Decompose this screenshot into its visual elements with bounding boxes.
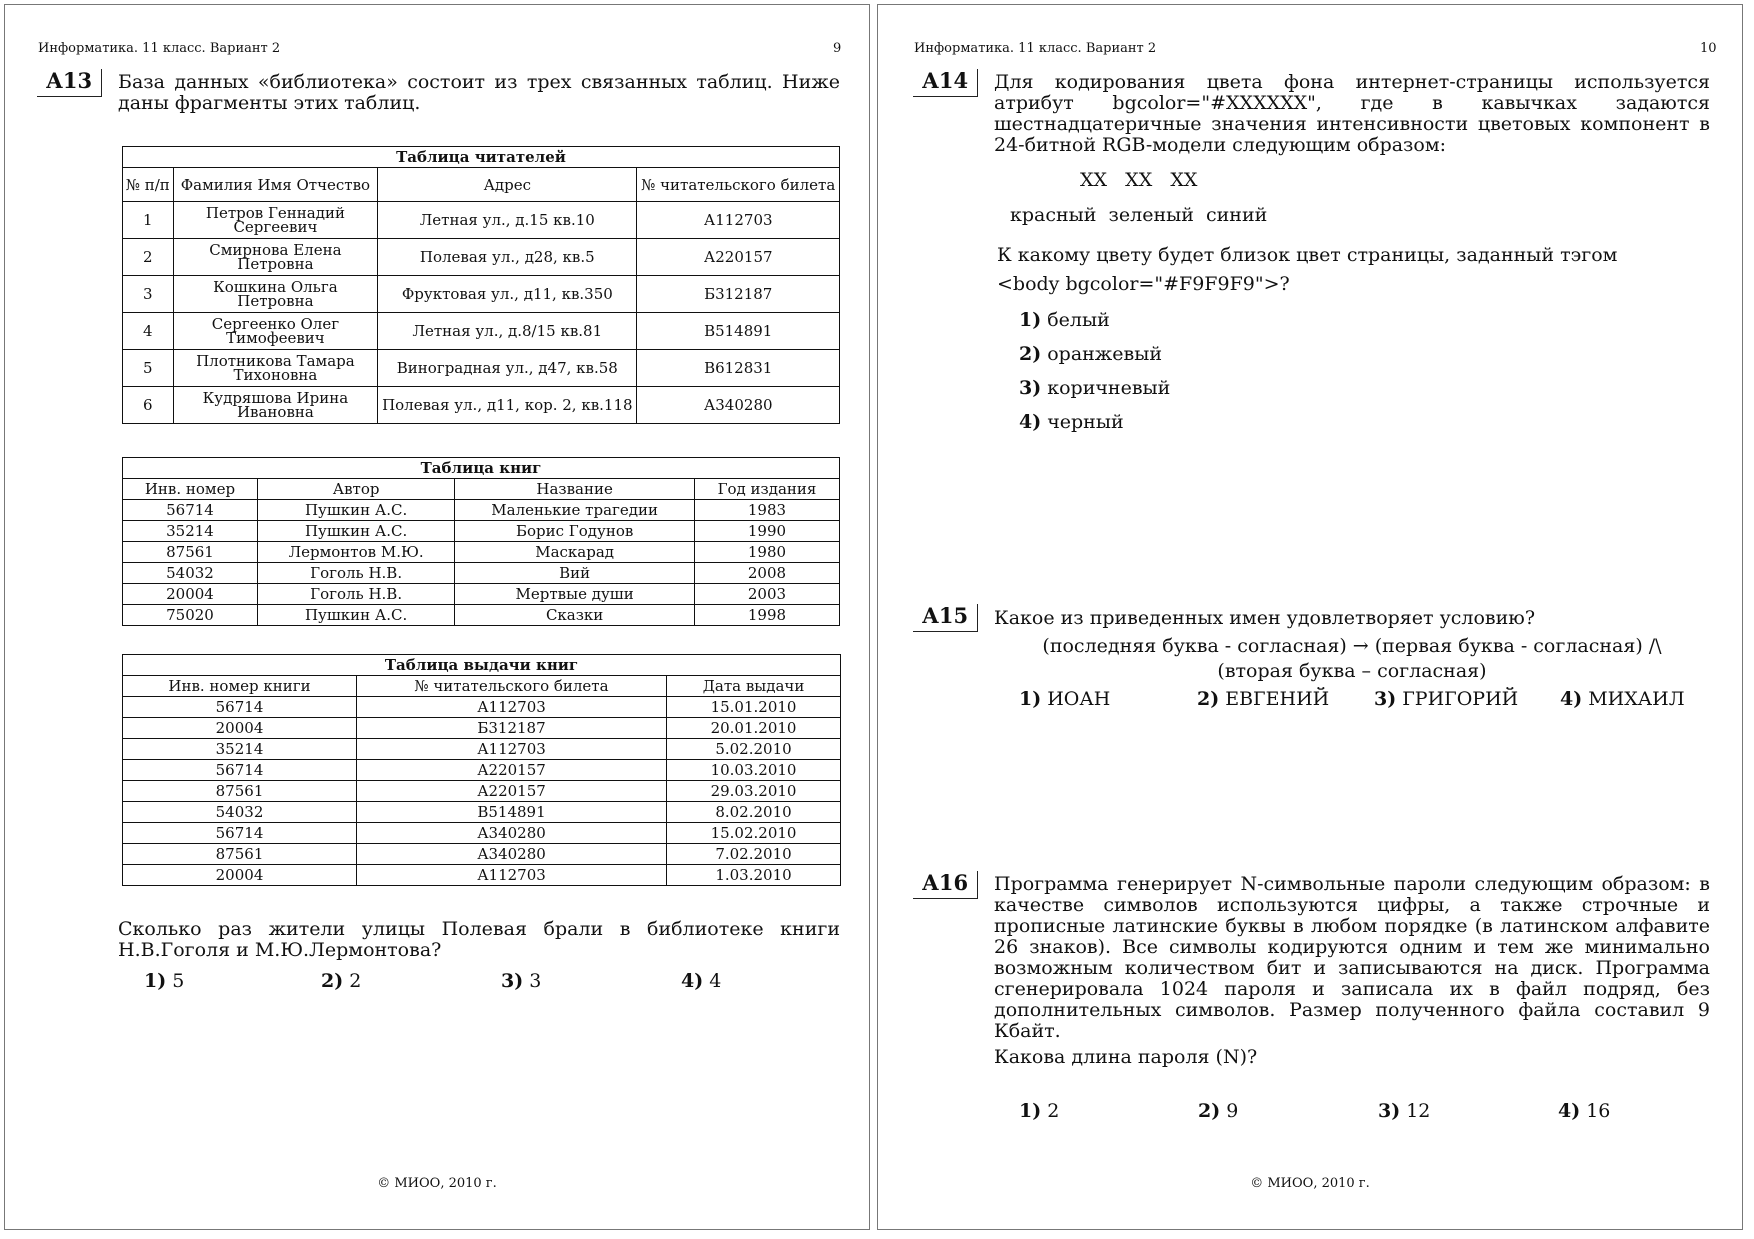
right-page	[877, 4, 1743, 1230]
table-row	[123, 781, 841, 802]
table-row	[123, 239, 840, 276]
issue-table-caption: Таблица выдачи книг	[123, 655, 841, 676]
option-text: 5	[172, 970, 185, 992]
column-header: Дата выдачи	[667, 676, 841, 697]
table-cell: 54032	[123, 563, 258, 584]
a15-condition-line1: (последняя буква - согласная) → (первая буква - согласная) /\	[1042, 635, 1662, 657]
option-number: 1)	[1019, 309, 1042, 331]
a14-intro: Для кодирования цвета фона интернет-страницы используется атрибут bgcolor="#XXXXXX", где в кавычках задаются шестнадцатеричные значения интенсивности цветовых компонент в 24-битной RGB-модели следующим образом:	[994, 71, 1710, 156]
column-header: Фамилия Имя Отчество	[173, 168, 378, 202]
table-cell: Плотникова Тамара Тихоновна	[173, 350, 378, 387]
table-cell: Сергеенко Олег Тимофеевич	[173, 313, 378, 350]
table-cell: А112703	[357, 865, 667, 886]
table-row	[123, 313, 840, 350]
table-cell: 87561	[123, 781, 357, 802]
table-cell: Сказки	[455, 605, 695, 626]
table-cell: Смирнова Елена Петровна	[173, 239, 378, 276]
table-cell: 1990	[694, 521, 839, 542]
a15-question: Какое из приведенных имен удовлетворяет условию?	[994, 607, 1535, 629]
table-cell: 20004	[123, 584, 258, 605]
table-cell: 56714	[123, 500, 258, 521]
table-header-row	[123, 479, 840, 500]
a14-question-line1: К какому цвету будет близок цвет страницы, заданный тэгом	[997, 244, 1618, 266]
table-cell: Борис Годунов	[455, 521, 695, 542]
table-cell: Летная ул., д.8/15 кв.81	[378, 313, 637, 350]
table-cell: 6	[123, 387, 174, 424]
column-header: Автор	[257, 479, 454, 500]
table-cell: Виноградная ул., д47, кв.58	[378, 350, 637, 387]
table-row	[123, 718, 841, 739]
table-cell: А220157	[637, 239, 840, 276]
question-label-a13: А13	[37, 69, 102, 97]
option-text: 2	[349, 970, 362, 992]
option-number: 2)	[321, 970, 344, 992]
color-scheme: XX XX XX	[1080, 169, 1198, 191]
table-cell: Пушкин А.С.	[257, 605, 454, 626]
table-cell: 1998	[694, 605, 839, 626]
table-cell: Гоголь Н.В.	[257, 563, 454, 584]
readers-table-caption: Таблица читателей	[123, 147, 840, 168]
answer-option[interactable]	[501, 970, 541, 992]
table-cell: 5	[123, 350, 174, 387]
option-text: оранжевый	[1047, 343, 1163, 365]
option-number: 1)	[1019, 1100, 1042, 1122]
answer-option[interactable]	[1019, 309, 1110, 331]
table-cell: В514891	[357, 802, 667, 823]
table-cell: 35214	[123, 739, 357, 760]
table-cell: В612831	[637, 350, 840, 387]
page-number: 9	[833, 41, 842, 56]
answer-option[interactable]	[1558, 1100, 1610, 1122]
table-cell: Б312187	[357, 718, 667, 739]
table-header-row	[123, 676, 841, 697]
table-row	[123, 739, 841, 760]
answer-option[interactable]	[1197, 688, 1329, 710]
left-page	[4, 4, 870, 1230]
option-text: коричневый	[1047, 377, 1171, 399]
table-row	[123, 584, 840, 605]
table-cell: 87561	[123, 844, 357, 865]
column-header: № п/п	[123, 168, 174, 202]
option-text: ЕВГЕНИЙ	[1225, 688, 1330, 710]
table-row	[123, 865, 841, 886]
table-cell: Мертвые души	[455, 584, 695, 605]
table-cell: Фруктовая ул., д11, кв.350	[378, 276, 637, 313]
option-number: 1)	[1019, 688, 1042, 710]
option-text: ГРИГОРИЙ	[1402, 688, 1519, 710]
option-text: ИОАН	[1047, 688, 1111, 710]
table-cell: 10.03.2010	[667, 760, 841, 781]
table-row	[123, 563, 840, 584]
table-cell: Б312187	[637, 276, 840, 313]
option-number: 3)	[1374, 688, 1397, 710]
table-cell: 56714	[123, 760, 357, 781]
table-cell: 20.01.2010	[667, 718, 841, 739]
table-cell: 5.02.2010	[667, 739, 841, 760]
table-row	[123, 844, 841, 865]
table-cell: А340280	[357, 844, 667, 865]
page-footer: © МИОО, 2010 г.	[377, 1176, 497, 1191]
table-cell: 2008	[694, 563, 839, 584]
question-label-a14: А14	[913, 69, 978, 97]
column-header: Инв. номер	[123, 479, 258, 500]
question-label-a16: А16	[913, 871, 978, 899]
table-cell: 20004	[123, 865, 357, 886]
a13-intro: База данных «библиотека» состоит из трех связанных таблиц. Ниже даны фрагменты этих таблиц.	[118, 71, 840, 114]
table-row	[123, 350, 840, 387]
readers-table	[122, 146, 840, 424]
answer-option[interactable]	[1019, 411, 1124, 433]
color-scheme-labels: красный зеленый синий	[1010, 204, 1268, 226]
column-header: Год издания	[694, 479, 839, 500]
table-cell: 2003	[694, 584, 839, 605]
table-cell: Полевая ул., д11, кор. 2, кв.118	[378, 387, 637, 424]
table-cell: 54032	[123, 802, 357, 823]
table-cell: 15.02.2010	[667, 823, 841, 844]
a16-text: Программа генерирует N-символьные пароли следующим образом: в качестве символов используются цифры, а также строчные и прописные латинские буквы в любом порядке (в латинском алфавите 26 знаков). Все символы кодируются одним и тем же минимально возможным количеством бит и записываются на диск. Программа сгенерировала 1024 пароля и записала их в файл подряд, без дополнительных символов. Размер полученного файла составил 9 Кбайт.	[994, 873, 1710, 1042]
table-cell: Маленькие трагедии	[455, 500, 695, 521]
answer-option[interactable]	[144, 970, 184, 992]
table-row	[123, 202, 840, 239]
page-header: Информатика. 11 класс. Вариант 2	[914, 41, 1157, 56]
table-cell: 15.01.2010	[667, 697, 841, 718]
table-cell: Кошкина Ольга Петровна	[173, 276, 378, 313]
table-header-row	[123, 168, 840, 202]
table-row	[123, 521, 840, 542]
column-header: Адрес	[378, 168, 637, 202]
table-row	[123, 500, 840, 521]
column-header: Инв. номер книги	[123, 676, 357, 697]
question-label-a15: А15	[913, 604, 978, 632]
table-cell: 56714	[123, 823, 357, 844]
answer-option[interactable]	[1019, 688, 1110, 710]
table-row	[123, 802, 841, 823]
option-text: 4	[709, 970, 722, 992]
answer-option[interactable]	[1374, 688, 1518, 710]
answer-option[interactable]	[1019, 1100, 1059, 1122]
table-cell: 35214	[123, 521, 258, 542]
table-row	[123, 605, 840, 626]
table-cell: Гоголь Н.В.	[257, 584, 454, 605]
table-cell: 1	[123, 202, 174, 239]
table-cell: Вий	[455, 563, 695, 584]
issue-table	[122, 654, 841, 886]
answer-option[interactable]	[1198, 1100, 1238, 1122]
page-header: Информатика. 11 класс. Вариант 2	[38, 41, 281, 56]
option-number: 3)	[501, 970, 524, 992]
table-cell: 29.03.2010	[667, 781, 841, 802]
answer-option[interactable]	[681, 970, 721, 992]
option-text: 3	[529, 970, 542, 992]
answer-option[interactable]	[321, 970, 361, 992]
option-number: 2)	[1197, 688, 1220, 710]
table-cell: 4	[123, 313, 174, 350]
option-number: 1)	[144, 970, 167, 992]
option-text: 16	[1586, 1100, 1611, 1122]
table-cell: 1.03.2010	[667, 865, 841, 886]
table-cell: А112703	[357, 739, 667, 760]
table-cell: Кудряшова Ирина Ивановна	[173, 387, 378, 424]
answer-option[interactable]	[1560, 688, 1685, 710]
option-text: 12	[1406, 1100, 1431, 1122]
table-cell: А112703	[637, 202, 840, 239]
answer-option[interactable]	[1019, 377, 1170, 399]
table-cell: Полевая ул., д28, кв.5	[378, 239, 637, 276]
table-cell: А220157	[357, 781, 667, 802]
table-cell: Летная ул., д.15 кв.10	[378, 202, 637, 239]
answer-option[interactable]	[1378, 1100, 1430, 1122]
table-cell: Лермонтов М.Ю.	[257, 542, 454, 563]
a15-condition-line2: (вторая буква – согласная)	[1217, 660, 1487, 682]
table-row	[123, 697, 841, 718]
table-cell: 8.02.2010	[667, 802, 841, 823]
table-cell: А112703	[357, 697, 667, 718]
table-row	[123, 760, 841, 781]
table-cell: 2	[123, 239, 174, 276]
table-cell: 1980	[694, 542, 839, 563]
table-row	[123, 823, 841, 844]
option-text: 9	[1226, 1100, 1239, 1122]
table-cell: 7.02.2010	[667, 844, 841, 865]
table-cell: 75020	[123, 605, 258, 626]
table-cell: Маскарад	[455, 542, 695, 563]
table-cell: Петров Геннадий Сергеевич	[173, 202, 378, 239]
option-text: 2	[1047, 1100, 1060, 1122]
table-row	[123, 387, 840, 424]
option-number: 3)	[1019, 377, 1042, 399]
option-number: 4)	[681, 970, 704, 992]
table-cell: А340280	[637, 387, 840, 424]
table-cell: 56714	[123, 697, 357, 718]
table-cell: В514891	[637, 313, 840, 350]
a14-question-line2: <body bgcolor="#F9F9F9">?	[997, 273, 1290, 295]
table-cell: Пушкин А.С.	[257, 521, 454, 542]
table-cell: 20004	[123, 718, 357, 739]
page-footer: © МИОО, 2010 г.	[1250, 1176, 1370, 1191]
option-text: МИХАИЛ	[1588, 688, 1685, 710]
option-text: черный	[1047, 411, 1124, 433]
column-header: № читательского билета	[637, 168, 840, 202]
option-number: 3)	[1378, 1100, 1401, 1122]
books-table	[122, 457, 840, 626]
table-cell: А340280	[357, 823, 667, 844]
table-cell: 87561	[123, 542, 258, 563]
table-row	[123, 542, 840, 563]
page-number: 10	[1700, 41, 1717, 56]
table-cell: Пушкин А.С.	[257, 500, 454, 521]
option-number: 4)	[1019, 411, 1042, 433]
option-number: 4)	[1558, 1100, 1581, 1122]
books-table-caption: Таблица книг	[123, 458, 840, 479]
table-row	[123, 276, 840, 313]
a13-question: Сколько раз жители улицы Полевая брали в библиотеке книги Н.В.Гоголя и М.Ю.Лермонтова?	[118, 918, 840, 961]
option-number: 4)	[1560, 688, 1583, 710]
table-cell: 1983	[694, 500, 839, 521]
option-text: белый	[1047, 309, 1110, 331]
column-header: Название	[455, 479, 695, 500]
column-header: № читательского билета	[357, 676, 667, 697]
option-number: 2)	[1198, 1100, 1221, 1122]
table-cell: 3	[123, 276, 174, 313]
table-cell: А220157	[357, 760, 667, 781]
answer-option[interactable]	[1019, 343, 1162, 365]
option-number: 2)	[1019, 343, 1042, 365]
a16-question: Какова длина пароля (N)?	[994, 1046, 1258, 1068]
